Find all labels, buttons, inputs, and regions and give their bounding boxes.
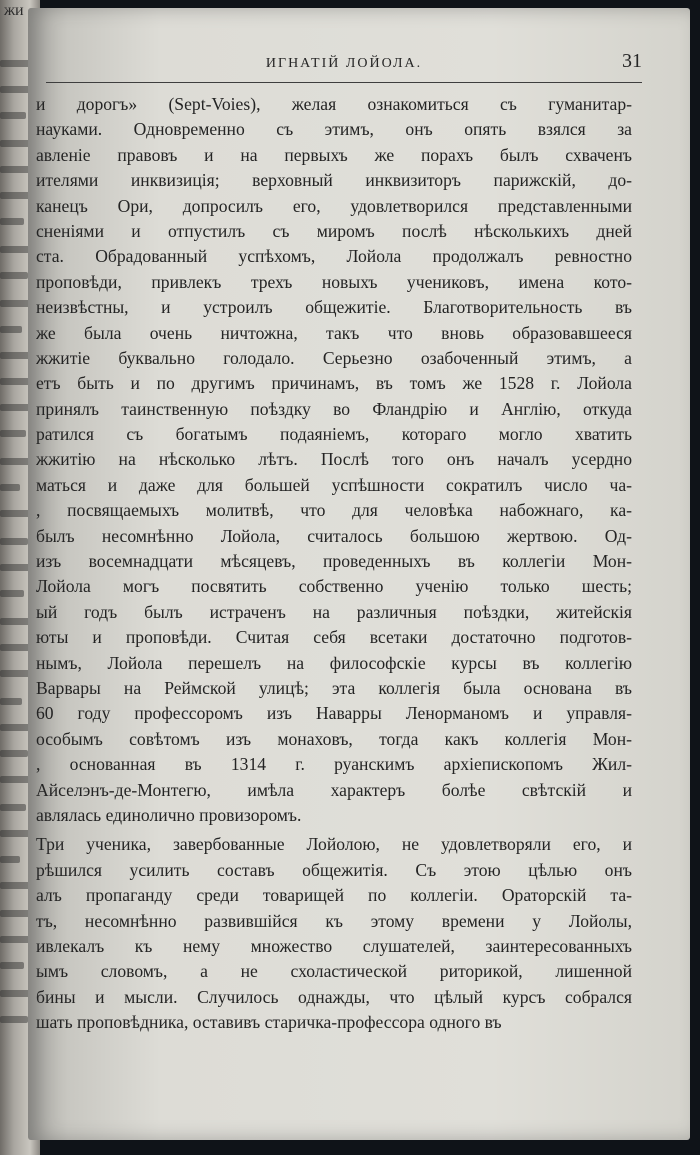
text-line: особымъ совѣтомъ изъ монаховъ, тогда какъ коллегія Мон- — [36, 728, 632, 749]
running-head — [46, 48, 642, 83]
text-line: неизвѣстны, и устроилъ общежитіе. Благотворительность въ — [36, 297, 632, 318]
text-line: Лойола могъ посвятить собственно ученію только шесть; — [36, 576, 632, 597]
text-line: маться и даже для большей успѣшности сократилъ число ча- — [36, 474, 632, 495]
text-line: , посвящаемыхъ молитвѣ, что для человѣка набожнаго, ка- — [36, 500, 632, 521]
text-line: ымъ словомъ, а не схоластической риторикой, лишенной — [36, 961, 632, 982]
text-line: жжитію на нѣсколько лѣтъ. Послѣ того онъ началъ усердно — [36, 449, 632, 470]
text-line: принялъ таинственную поѣздку во Фландрію и Англію, откуда — [36, 398, 632, 419]
body-text — [36, 92, 632, 1035]
text-line: авлялась единолично провизоромъ. — [36, 804, 302, 825]
text-line: тъ, несомнѣнно развившійся къ этому времени у Лойолы, — [36, 910, 632, 931]
text-line: етъ быть и по другимъ причинамъ, въ томъ же 1528 г. Лойола — [36, 373, 632, 394]
paragraph-1 — [36, 92, 632, 828]
text-line: и дорогъ» (Sept-Voies), желая ознакомиться съ гуманитар- — [36, 94, 632, 114]
text-line: ста. Обрадованный успѣхомъ, Лойола продолжалъ ревностно — [36, 246, 632, 267]
text-line: шать проповѣдника, оставивъ старичка-профессора одного въ — [36, 1012, 502, 1033]
text-line: нымъ, Лойола перешелъ на философскіе курсы въ коллегію — [36, 652, 632, 673]
text-line: юты и проповѣди. Считая себя всетаки достаточно подготов- — [36, 627, 632, 648]
text-line: жжитіе буквально голодало. Серьезно озабоченный этимъ, а — [36, 347, 632, 368]
adjacent-page-fragment: жи — [4, 2, 24, 19]
paragraph-2 — [36, 832, 632, 1035]
text-line: былъ несомнѣнно Лойола, считалось большою жертвою. Од- — [36, 525, 632, 546]
book-page — [28, 8, 690, 1140]
text-line: Варвары на Реймской улицѣ; эта коллегія была основана въ — [36, 677, 632, 698]
text-line: авленіе правовъ и на первыхъ же порахъ былъ схваченъ — [36, 144, 632, 165]
text-line: бины и мысли. Случилось однажды, что цѣлый курсъ собрался — [36, 986, 632, 1007]
text-line: науками. Одновременно съ этимъ, онъ опять взялся за — [36, 119, 632, 140]
running-title: ИГНАТІЙ ЛОЙОЛА. — [265, 56, 423, 71]
text-line: Три ученика, завербованные Лойолою, не удовлетворяли его, и — [36, 834, 632, 855]
text-line: алъ пропаганду среди товарищей по коллегіи. Ораторскій та- — [36, 885, 632, 906]
text-line: , основанная въ 1314 г. руанскимъ архіепископомъ Жил- — [36, 754, 632, 775]
text-line: Айселэнъ-де-Монтегю, имѣла характеръ болѣе свѣтскій и — [36, 779, 632, 800]
text-line: ратился съ богатымъ подаяніемъ, котораго могло хватить — [36, 424, 632, 445]
text-line: изъ восемнадцати мѣсяцевъ, проведенныхъ въ коллегіи Мон- — [36, 551, 632, 572]
text-line: 60 году профессоромъ изъ Наварры Ленорманомъ и управля- — [36, 703, 632, 724]
text-line: ителями инквизиція; верховный инквизиторъ парижскій, до- — [36, 170, 632, 191]
text-line: рѣшился усилить составъ общежитія. Съ этою цѣлью онъ — [36, 859, 632, 880]
text-line: сненіями и отпустилъ съ миромъ послѣ нѣсколькихъ дней — [36, 220, 632, 241]
page-number: 31 — [622, 50, 642, 72]
text-line: же была очень ничтожна, такъ что вновь образовавшееся — [36, 322, 632, 343]
text-line: проповѣди, привлекъ трехъ новыхъ учениковъ, имена кото- — [36, 271, 632, 292]
text-line: канецъ Ори, допросилъ его, удовлетворился представленными — [36, 195, 632, 216]
text-line: ивлекалъ къ нему множество слушателей, заинтересованныхъ — [36, 935, 632, 956]
text-line: ый годъ былъ истраченъ на различныя поѣздки, житейскія — [36, 601, 632, 622]
